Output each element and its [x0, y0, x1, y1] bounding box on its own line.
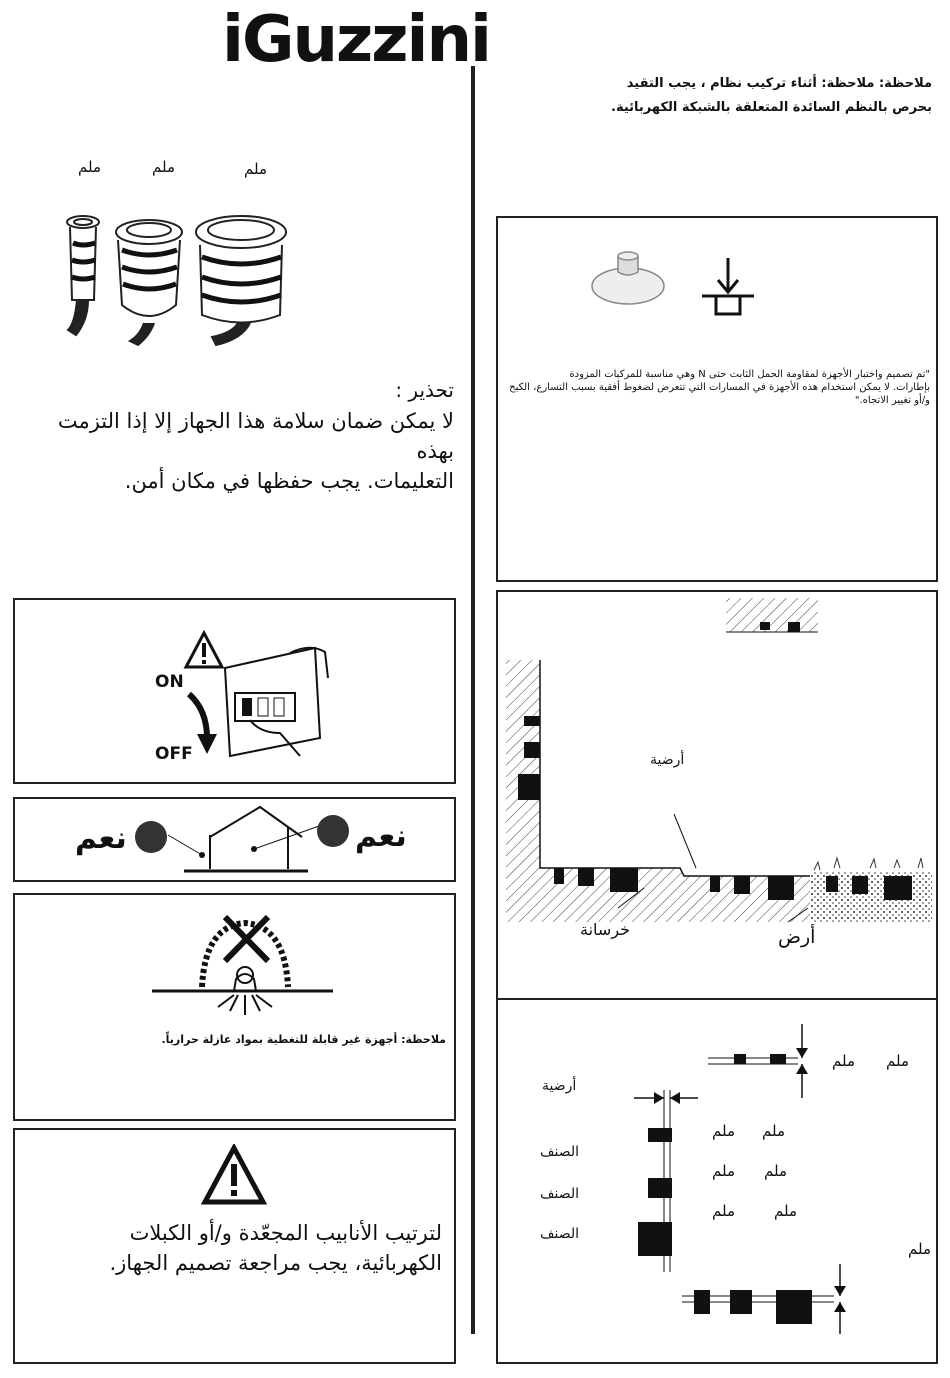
installation-section-panel — [496, 590, 938, 1364]
pipes-line2: الكهربائية، يجب مراجعة تصميم الجهاز. — [109, 1251, 442, 1275]
no-insulation-cover-icon — [150, 911, 335, 1021]
spacing-diagram — [498, 1002, 936, 1362]
load-text — [505, 368, 930, 407]
spacing-floor-label: أرضية — [542, 1078, 577, 1094]
attention-triangle-icon — [201, 1144, 267, 1206]
load-panel — [496, 216, 938, 582]
no-cover-panel — [13, 893, 456, 1121]
installation-note-line1: ملاحظة: ملاحظة: أثناء تركيب نظام ، يجب التقيد — [626, 76, 932, 91]
unit-label-row2-b: ملم — [764, 1162, 787, 1180]
class-label-2: الصنف — [540, 1186, 580, 1202]
installation-cross-section — [498, 592, 936, 997]
switch-off-panel — [13, 598, 456, 784]
off-label: OFF — [155, 744, 193, 764]
pipes-instruction — [42, 1218, 442, 1278]
pipes-line1: لترتيب الأنابيب المجعّدة و/أو الكبلات — [129, 1221, 442, 1245]
unit-label-row3-a: ملم — [712, 1202, 735, 1220]
fixture-range-illustration — [50, 205, 310, 355]
yes-label-right: نعم — [355, 819, 407, 854]
installation-note-line2: بحرص بالنظم السائدة المتعلقة بالشبكة الكهربائية. — [611, 100, 932, 115]
warning-title: تحذير : — [395, 378, 454, 402]
ground-label: أرض — [778, 926, 816, 948]
no-cover-note: ملاحظة: أجهزة غير قابلة للتغطية بمواد عازلة حرارياً. — [161, 1033, 446, 1046]
pipes-panel — [13, 1128, 456, 1364]
concrete-label: خرسانة — [580, 920, 631, 939]
unit-label-side: ملم — [908, 1240, 931, 1258]
breaker-panel-icon — [210, 638, 330, 768]
brand-logo: iGuzzini — [222, 3, 490, 77]
load-line3: و/أو تغيير الاتجاه." — [854, 395, 930, 406]
size-label-small: ملم — [78, 158, 101, 176]
load-arrow-icon — [698, 256, 758, 318]
unit-label-top-1: ملم — [832, 1052, 855, 1070]
warning-line2: التعليمات. يجب حفظها في مكان أمن. — [124, 469, 454, 493]
outdoor-dot-icon — [317, 815, 349, 847]
indoor-outdoor-panel — [13, 797, 456, 882]
unit-label-top-2: ملم — [886, 1052, 909, 1070]
size-label-large: ملم — [244, 160, 267, 178]
class-label-1: الصنف — [540, 1144, 580, 1160]
size-label-medium: ملم — [152, 158, 175, 176]
safety-warning — [20, 378, 454, 496]
unit-label-row1-a: ملم — [712, 1122, 735, 1140]
class-label-3: الصنف — [540, 1226, 580, 1242]
unit-label-row1-b: ملم — [762, 1122, 785, 1140]
warning-line1: لا يمكن ضمان سلامة هذا الجهاز إلا إذا التزمت بهذه — [57, 409, 454, 463]
load-line2: بإطارات. لا يمكن استخدام هذه الأجهزة في المسارات التي تتعرض لضغوط أفقية بسبب التسارع، الكبح — [509, 382, 930, 393]
load-line1: "تم تصميم واختبار الأجهزة لمقاومة الحمل الثابت حتى N وهي مناسبة للمركبات المزودة — [569, 369, 930, 380]
unit-label-row3-b: ملم — [774, 1202, 797, 1220]
floor-label: أرضية — [650, 752, 685, 768]
installation-note — [512, 72, 932, 120]
fixture-top-icon — [588, 240, 668, 310]
panel-divider — [498, 998, 936, 1000]
unit-label-row2-a: ملم — [712, 1162, 735, 1180]
column-divider — [471, 66, 475, 1334]
house-icon — [160, 805, 340, 877]
yes-label-left: نعم — [75, 821, 127, 856]
on-label: ON — [155, 672, 184, 692]
